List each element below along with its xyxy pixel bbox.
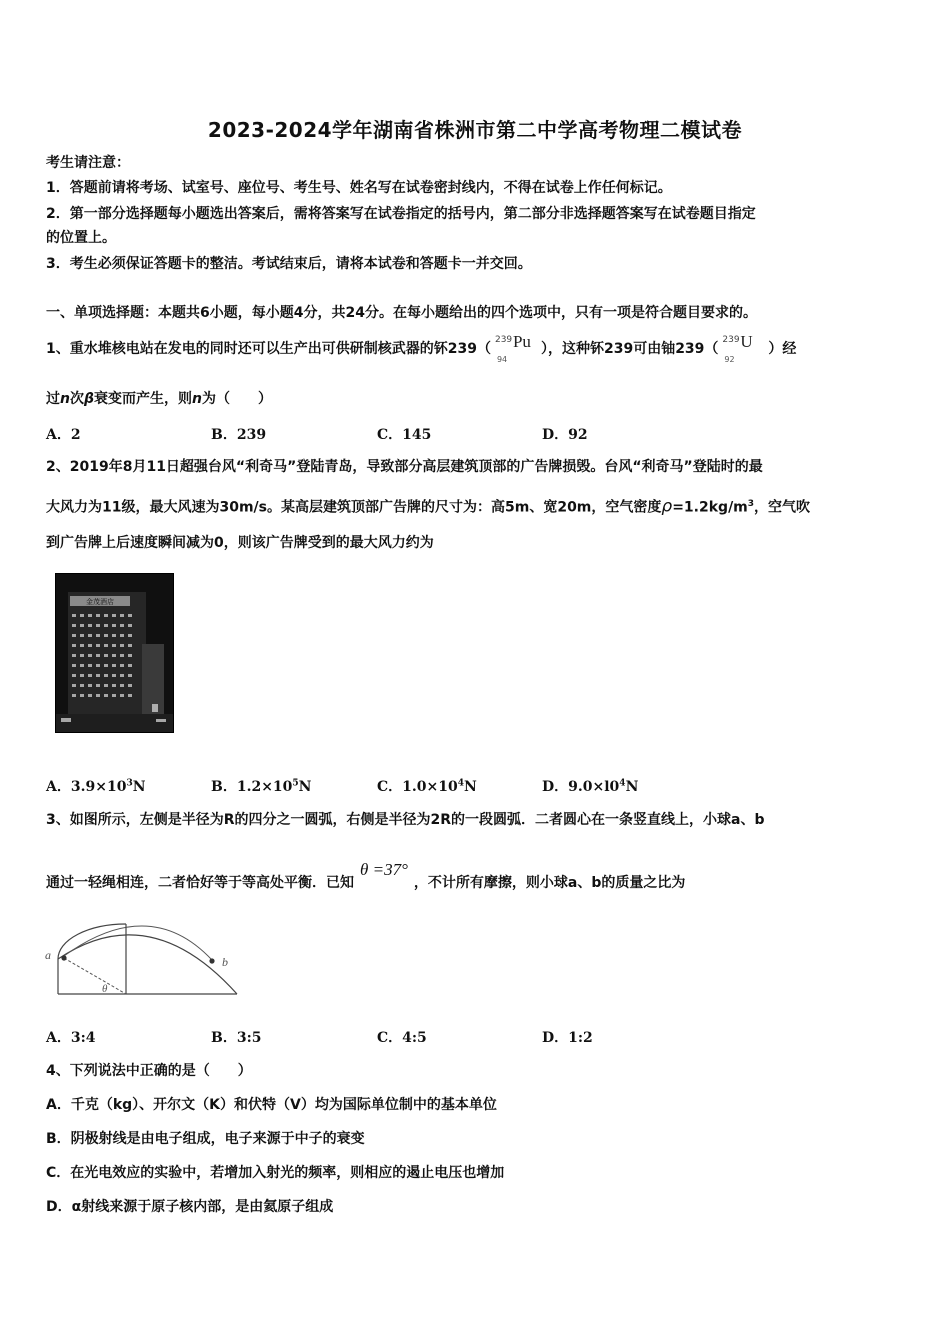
question-1-line-2 (46, 389, 272, 409)
q1-option-c[interactable]: C．145 (377, 427, 432, 443)
notice-item: 2．第一部分选择题每小题选出答案后，需将答案写在试卷指定的括号内，第二部分非选择题答案写在试卷题目指定 (46, 206, 756, 222)
beta-symbol: β (83, 391, 94, 407)
pu-mass-number: 239 (494, 335, 513, 345)
q3-option-a[interactable]: A．3:4 (46, 1030, 96, 1046)
q1-text: ），这种钚239可由铀239（ (540, 341, 719, 357)
option-value: A．3.9×10 (46, 779, 127, 795)
option-value: D．9.0×l0 (542, 779, 620, 795)
q3-text: 通过一轻绳相连，二者恰好等于等高处平衡．已知 (46, 875, 354, 891)
q2-text: =1.2kg/m (672, 499, 748, 516)
q1-text: ）经 (768, 341, 797, 357)
option-exponent: 3 (126, 778, 133, 789)
ball-a (61, 955, 66, 960)
q1-text: 次 (69, 391, 84, 407)
pu-symbol: Pu (512, 332, 531, 351)
option-exponent: 4 (619, 778, 626, 789)
quarter-arc (58, 924, 126, 994)
pu-nuclide (494, 332, 537, 364)
option-value: B．1.2×10 (211, 779, 293, 795)
q4-option-b[interactable]: B．阴极射线是由电子组成，电子来源于中子的衰变 (46, 1131, 365, 1147)
q2-option-a[interactable] (46, 776, 146, 796)
q2-option-c[interactable] (377, 776, 477, 796)
q1-text: 过 (46, 391, 60, 407)
q1-option-b[interactable]: B．239 (211, 427, 267, 443)
u-mass-number: 239 (722, 335, 740, 345)
u-atomic-number: 92 (724, 355, 735, 364)
cube-exponent: 3 (747, 499, 755, 509)
arc-diagram (40, 912, 250, 1002)
question-4-stem: 4、下列说法中正确的是（ ） (46, 1063, 252, 1079)
option-unit: N (298, 779, 312, 795)
question-2-line-2 (46, 494, 810, 518)
notice-item: 3．考生必须保证答题卡的整洁。考试结束后，请将本试卷和答题卡一并交回。 (46, 256, 532, 272)
notice-item: 的位置上。 (46, 230, 116, 246)
n-variable: n (60, 391, 70, 407)
dashed-radius (64, 958, 126, 994)
question-1-line-1 (46, 332, 797, 364)
pu-atomic-number: 94 (496, 355, 508, 364)
q3-option-b[interactable]: B．3:5 (211, 1030, 262, 1046)
q3-option-c[interactable]: C．4:5 (377, 1030, 427, 1046)
page-title: 2023-2024学年湖南省株洲市第二中学高考物理二模试卷 (207, 118, 743, 142)
q4-option-a[interactable]: A．千克（kg）、开尔文（K）和伏特（V）均为国际单位制中的基本单位 (46, 1097, 497, 1113)
question-3-line-2 (46, 860, 686, 893)
ball-b (209, 958, 214, 963)
option-unit: N (625, 779, 639, 795)
q2-text: 大风力为11级，最大风速为30m/s。某高层建筑顶部广告牌的尺寸为：高5m、宽20m，空气密度 (46, 499, 662, 516)
q2-option-d[interactable] (542, 776, 638, 796)
notice-heading: 考生请注意： (46, 155, 130, 171)
q4-option-c[interactable]: C．在光电效应的实验中，若增加入射光的频率，则相应的遏止电压也增加 (46, 1165, 505, 1181)
question-3-line-1: 3、如图所示，左侧是半径为R的四分之一圆弧，右侧是半径为2R的一段圆弧．二者圆心在一条竖直线上，小球a、b (46, 812, 765, 828)
q4-option-d[interactable]: D．α射线来源于原子核内部，是由氦原子组成 (46, 1199, 334, 1215)
question-2-line-3: 到广告牌上后速度瞬间减为0，则该广告牌受到的最大风力约为 (46, 535, 434, 551)
option-exponent: 4 (457, 778, 464, 789)
option-unit: N (463, 779, 477, 795)
q3-option-d[interactable]: D．1:2 (542, 1030, 593, 1046)
option-exponent: 5 (292, 778, 299, 789)
q3-text: ，不计所有摩擦，则小球a、b的质量之比为 (413, 875, 686, 891)
u-nuclide (722, 332, 764, 364)
large-arc (58, 935, 237, 994)
option-value: C．1.0×10 (377, 779, 458, 795)
notice-item: 1．答题前请将考场、试室号、座位号、考生号、姓名写在试卷密封线内，不得在试卷上作任何标记。 (46, 180, 672, 196)
q2-option-b[interactable] (211, 776, 311, 796)
label-b: b (222, 955, 228, 969)
q1-text: 1、重水堆核电站在发电的同时还可以生产出可供研制核武器的钚239（ (46, 341, 491, 357)
q2-text: ，空气吹 (754, 499, 811, 516)
n-variable: n (192, 391, 202, 407)
q1-text: 为（ ） (201, 391, 272, 407)
rho-symbol: ρ (661, 496, 673, 517)
building-photo-graphic (56, 574, 173, 732)
q1-text: 衰变而产生，则 (94, 391, 192, 407)
building-photo (55, 573, 174, 733)
q1-option-a[interactable]: A．2 (46, 427, 81, 443)
theta-value: θ =37° (360, 860, 408, 879)
photo-sign-text: 金茂酒店 (86, 598, 114, 606)
section-heading: 一、单项选择题：本题共6小题，每小题4分，共24分。在每小题给出的四个选项中，只有一项是符合题目要求的。 (46, 305, 757, 321)
option-unit: N (132, 779, 146, 795)
q1-option-d[interactable]: D．92 (542, 427, 588, 443)
label-a: a (45, 948, 51, 962)
question-2-line-1: 2、2019年8月11日超强台风“利奇马”登陆青岛，导致部分高层建筑顶部的广告牌损毁。台风“利奇马”登陆时的最 (46, 459, 763, 475)
u-symbol: U (740, 332, 753, 351)
label-theta: θ (102, 983, 108, 995)
